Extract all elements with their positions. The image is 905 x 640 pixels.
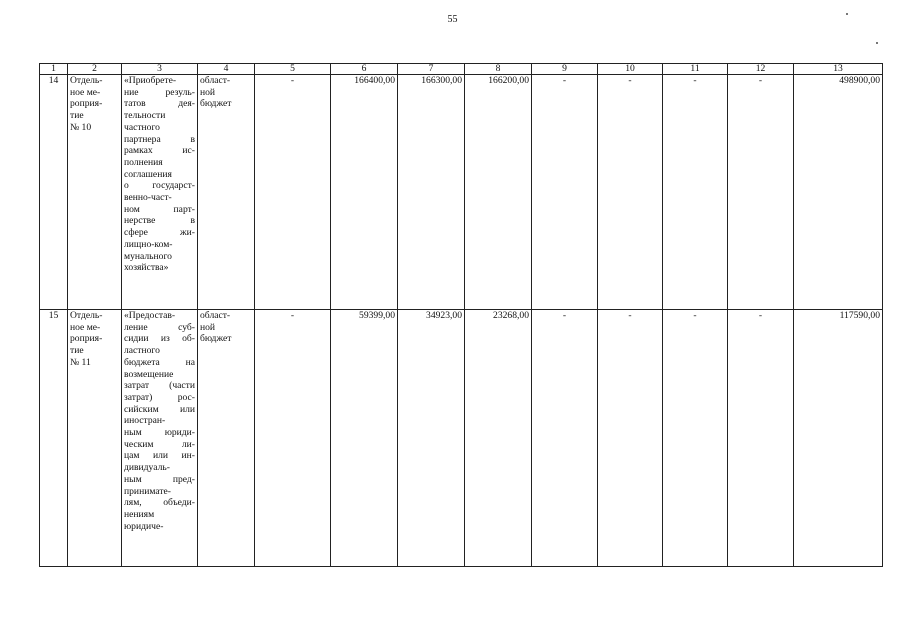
text-line: хозяйства» [124, 262, 169, 274]
text-line: № 11 [70, 356, 91, 368]
text-line: сийским или [124, 403, 195, 415]
text-line: мунального [124, 250, 172, 262]
text-line: юридиче- [124, 520, 164, 532]
value-cell: 59399,00 [331, 310, 398, 567]
text-line: Отдель- [70, 75, 103, 86]
value-cell: - [255, 310, 331, 567]
column-number: 1 [40, 64, 68, 75]
table-row [40, 310, 883, 567]
text-line: татов дея- [124, 98, 195, 110]
page-number: 55 [447, 14, 458, 25]
text-line: тие [70, 110, 84, 122]
text-line: ние резуль- [124, 86, 195, 98]
text-line: сидии из об- [124, 333, 195, 345]
text-line: бюджета на [124, 356, 195, 368]
text-line: дивидуаль- [124, 462, 170, 474]
value-cell: - [663, 310, 728, 567]
column-number: 5 [255, 64, 331, 75]
row-number: 14 [40, 75, 68, 310]
text-line: «Приобрете- [124, 75, 177, 86]
text-line: нерстве в [124, 215, 195, 227]
text-line: ление суб- [124, 321, 195, 333]
text-line: полнения [124, 156, 163, 168]
column-number: 2 [68, 64, 122, 75]
text-line: ной [200, 86, 216, 98]
total-cell: 117590,00 [794, 310, 883, 567]
text-line: тие [70, 345, 84, 357]
text-line: ной [200, 321, 216, 333]
column-number: 8 [465, 64, 532, 75]
column-number: 4 [198, 64, 255, 75]
text-line: ческим ли- [124, 438, 195, 450]
value-cell: - [532, 310, 598, 567]
funding-source-cell [198, 310, 255, 567]
value-cell: 166300,00 [398, 75, 465, 310]
value-cell: 23268,00 [465, 310, 532, 567]
column-number: 9 [532, 64, 598, 75]
event-name-cell [68, 310, 122, 567]
text-line: ное ме- [70, 321, 101, 333]
value-cell: - [532, 75, 598, 310]
text-line: бюджет [200, 98, 232, 110]
value-cell: 166200,00 [465, 75, 532, 310]
text-line: лищно-ком- [124, 238, 173, 250]
event-description-cell [122, 75, 198, 310]
column-number: 12 [728, 64, 794, 75]
scan-speck [876, 42, 878, 44]
text-line: принимате- [124, 485, 171, 497]
value-cell: - [663, 75, 728, 310]
text-line: партнера в [124, 133, 195, 145]
value-cell: - [728, 75, 794, 310]
column-number: 3 [122, 64, 198, 75]
text-line: частного [124, 121, 160, 133]
text-line: ном парт- [124, 203, 195, 215]
column-number: 6 [331, 64, 398, 75]
text-line: област- [200, 310, 231, 321]
funding-source-cell [198, 75, 255, 310]
event-description-cell [122, 310, 198, 567]
text-line: ным юриди- [124, 427, 195, 439]
value-cell: - [255, 75, 331, 310]
text-line: роприя- [70, 333, 103, 345]
text-line: област- [200, 75, 231, 86]
text-line: затрат (части [124, 380, 195, 392]
column-number-header-row [40, 64, 883, 75]
table-row [40, 75, 883, 310]
value-cell: - [728, 310, 794, 567]
text-line: ластного [124, 345, 160, 357]
text-line: № 10 [70, 121, 92, 133]
text-line: бюджет [200, 333, 232, 345]
value-cell: 34923,00 [398, 310, 465, 567]
text-line: ным пред- [124, 473, 195, 485]
text-line: роприя- [70, 98, 103, 110]
total-cell: 498900,00 [794, 75, 883, 310]
budget-table [39, 63, 883, 567]
column-number: 10 [598, 64, 663, 75]
text-line: иностран- [124, 415, 166, 427]
text-line: о государст- [124, 180, 195, 192]
text-line: затрат) рос- [124, 391, 195, 403]
text-line: нениям [124, 508, 155, 520]
scan-speck [846, 13, 848, 15]
column-number: 7 [398, 64, 465, 75]
text-line: ное ме- [70, 86, 101, 98]
column-number: 11 [663, 64, 728, 75]
text-line: рамках ис- [124, 145, 195, 157]
text-line: венно-част- [124, 192, 172, 204]
text-line: «Предостав- [124, 310, 176, 321]
row-number: 15 [40, 310, 68, 567]
value-cell: - [598, 310, 663, 567]
value-cell: 166400,00 [331, 75, 398, 310]
column-number: 13 [794, 64, 883, 75]
text-line: лям, объеди- [124, 497, 195, 509]
value-cell: - [598, 75, 663, 310]
text-line: цам или ин- [124, 450, 195, 462]
text-line: соглашения [124, 168, 172, 180]
text-line: возмещение [124, 368, 174, 380]
text-line: Отдель- [70, 310, 103, 321]
text-line: сфере жи- [124, 227, 195, 239]
event-name-cell [68, 75, 122, 310]
text-line: тельности [124, 110, 166, 122]
